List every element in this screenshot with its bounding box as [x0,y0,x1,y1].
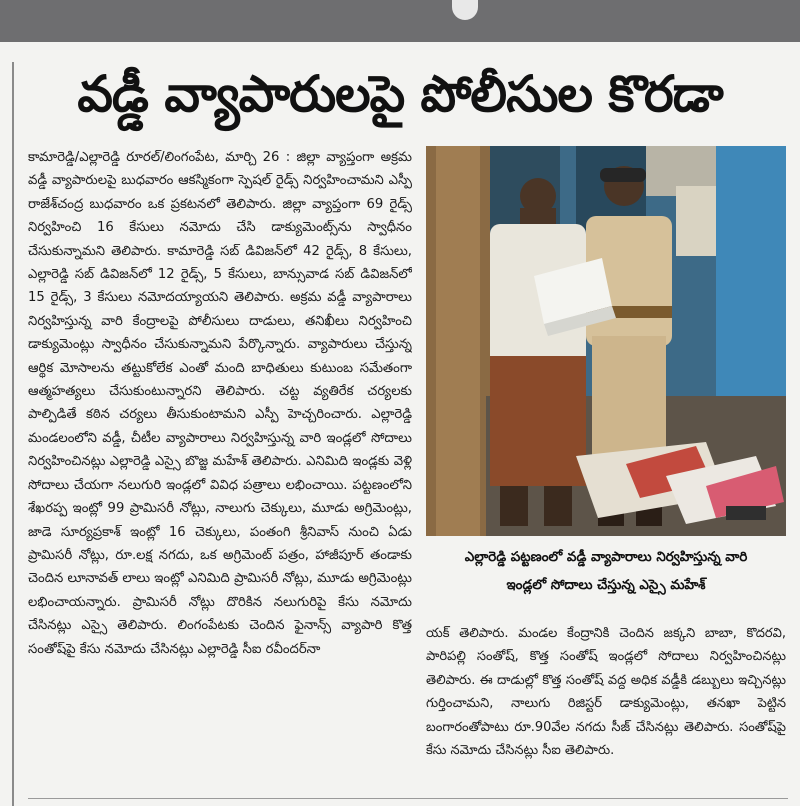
police-inspection-photo-icon [426,146,786,536]
caption-line-2: ఇండ్లలో సోదాలు చేస్తున్న ఎస్సై మహేశ్ [506,578,706,593]
photo-caption [426,544,786,608]
news-photo [426,146,786,536]
app-top-bar [0,0,800,42]
left-column-rule [12,62,14,806]
article-body-left: కామారెడ్డి/ఎల్లారెడ్డి రూరల్/లింగంపేట, మార్చి 26 : జిల్లా వ్యాప్తంగా అక్రమ వడ్డీ వ్యాపారులపై బుధవారం ఆకస్మికంగా స్పెషల్ రైడ్స్ నిర్వహించామని ఎస్పీ రాజేశ్‌చంద్ర బుధవారం ఒక ప్రకటనలో తెలిపారు. జిల్లా వ్యాప్తంగా 69 రైడ్స్ నిర్వహించి 16 కేసులు నమోదు చేసి డాక్యుమెంట్స్‌ను స్వాధీనం చేసుకున్నామని తెలిపారు. కామారెడ్డి సబ్ డివిజన్‌లో 42 రైడ్స్, 8 కేసులు, ఎల్లారెడ్డి సబ్ డివిజన్‌లో 12 రైడ్స్, 5 కేసులు, బాన్సువాడ సబ్ డివిజన్‌లో 15 రైడ్స్, 3 కేసులు నమోదయ్యాయని తెలిపారు. అక్రమ వడ్డీ వ్యాపారాలు నిర్వహిస్తున్న వారి కేంద్రాలపై పోలీసులు దాడులు, తనిఖీలు నిర్వహించి డాక్యుమెంట్లు స్వాధీనం చేసుకున్నామని పేర్కొన్నారు. వ్యాపారులు చేస్తున్న ఆర్థిక మోసాలను తట్టుకోలేక ఎంతో మంది బాధితులు కుటుంబ సమేతంగా ఆత్మహత్యలు చేసుకుంటున్నారని తెలిపారు. చట్ట వ్యతిరేక చర్యలకు పాల్పిడితే కఠిన చర్యలు తీసుకుంటామని ఎస్పీ హెచ్చరించారు. ఎల్లారెడ్డి మండలంలోని వడ్డీ, చీటీల వ్యాపారాలు నిర్వహిస్తున్న వారి ఇండ్లలో సోదాలు నిర్వహించినట్లు ఎల్లారెడ్డి ఎస్సై బొజ్జ మహేశ్ తెలిపారు. ఎనిమిది ఇండ్లకు వెళ్లి సోదాలు చేయగా నలుగురి ఇండ్లలో వివిధ పత్రాలు లభించాయి. పట్టణంలోని శేఖరప్ప ఇంట్లో 99 ప్రామిసరీ నోట్లు, నాలుగు చెక్కులు, మూడు అగ్రిమెంట్లు, జాడె సూర్యప్రకాశ్ ఇంట్లో 16 చెక్కులు, పంతంగి శ్రీనివాస్ నుంచి ఏడు ప్రామిసరీ నోట్లు, రూ.లక్ష నగదు, ఒక అగ్రిమెంట్ పత్రం, హాజీపూర్ తండాకు చెందిన లూనావత్ లాలు ఇంట్లో ఎనిమిది ప్రామిసరీ నోట్లు, మూడు అగ్రిమెంట్లు లభించాయన్నారు. ప్రామిసరీ నోట్లు దొరికిన నలుగురిపై కేసు నమోదు చేసినట్లు ఎస్సై తెలిపారు. లింగంపేటకు చెందిన ఫైనాన్స్ వ్యాపారి కొత్త సంతోష్‌పై కేసు నమోదు చేసినట్లు ఎల్లారెడ్డి సీఐ రవీందర్‌నా [28,150,412,657]
bottom-rule [28,798,788,799]
article-left-column [28,146,412,796]
article-right-column [426,622,786,798]
article-headline: వడ్డీ వ్యాపారులపై పోలీసుల కొరడా [77,65,723,123]
masthead-fragment [452,0,478,20]
caption-line-1: ఎల్లారెడ్డి పట్టణంలో వడ్డీ వ్యాపారాలు నిర్వహిస్తున్న వారి [464,550,748,565]
article-body-right: యక్ తెలిపారు. మండల కేంద్రానికి చెందిన జక్కని బాబా, కొదరవి, పారిపల్లి సంతోష్, కొత్త సంతోష్ ఇండ్లలో సోదాలు నిర్వహించినట్లు తెలిపారు. ఈ దాడుల్లో కొత్త సంతోష్ వద్ద అధిక వడ్డీకి డబ్బులు ఇచ్చినట్లు గుర్తించామని, నాలుగు రిజిస్టర్ డాక్యుమెంట్లు, తనఖా పెట్టిన బంగారంతోపాటు రూ.90వేల నగదు సీజ్ చేసినట్లు తెలిపారు. సంతోష్‌పై కేసు నమోదు చేసినట్లు సీఐ తెలిపారు. [426,626,786,759]
